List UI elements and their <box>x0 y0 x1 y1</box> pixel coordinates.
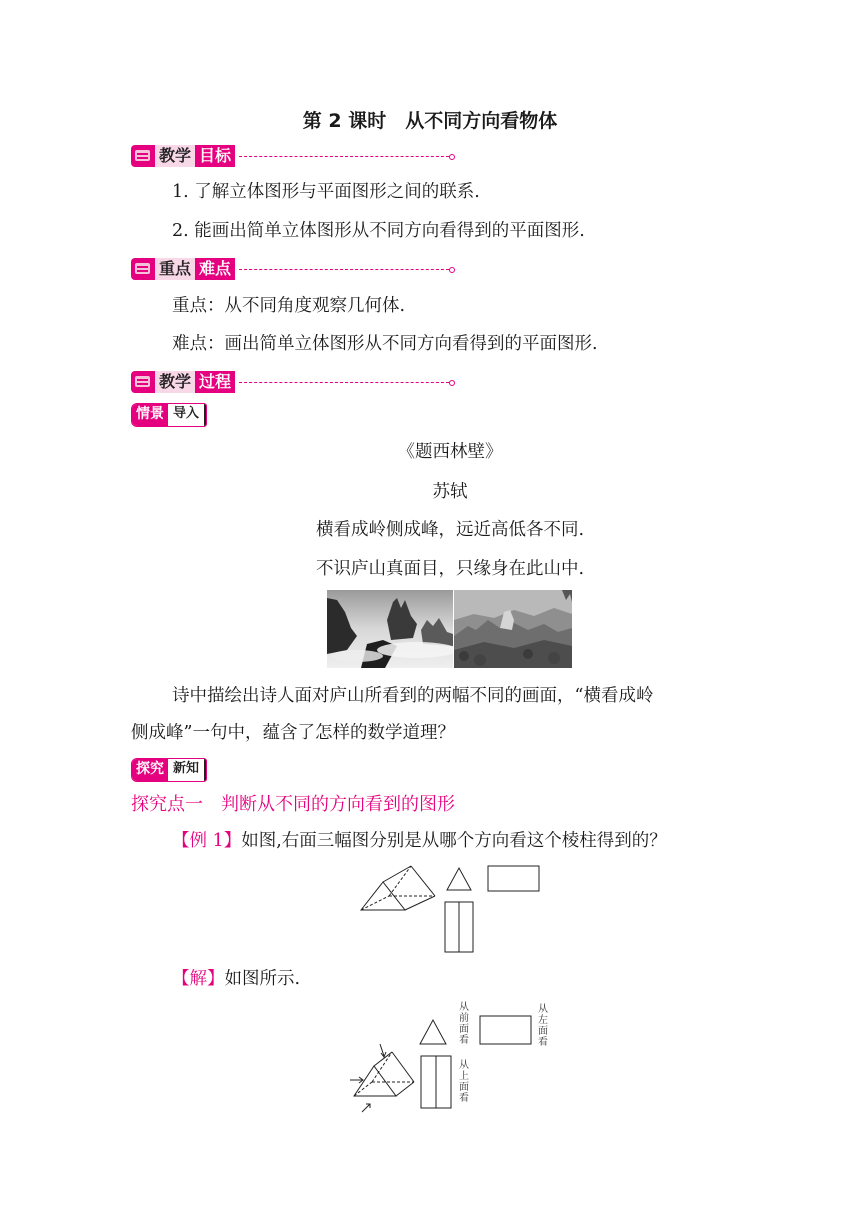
left-view-rectangle <box>488 866 539 891</box>
section-label-b: 过程 <box>195 371 235 393</box>
example-1 <box>172 830 667 852</box>
view-label-top: 从上面看 <box>459 1060 469 1104</box>
section-label-a: 教学 <box>155 145 195 167</box>
front-view-triangle <box>447 868 471 890</box>
mountain-photo-ridge <box>327 590 453 668</box>
section-header-keys <box>131 256 449 282</box>
solution-text: 如图所示. <box>224 969 301 989</box>
section-divider <box>239 156 449 157</box>
book-icon <box>131 145 155 167</box>
solution <box>172 968 300 990</box>
view-label-front: 从前面看 <box>459 1002 469 1046</box>
view-label-left: 从左面看 <box>538 1004 548 1048</box>
mountain-photo-peaks <box>454 590 572 668</box>
poem-line: 不识庐山真面目，只缘身在此山中. <box>315 559 585 579</box>
example-text: 如图,右面三幅图分别是从哪个方向看这个棱柱得到的？ <box>241 831 667 851</box>
example-mark: 【例 1】 <box>172 831 242 851</box>
tag-explore-b: 新知 <box>168 759 206 781</box>
poem-author: 苏轼 <box>432 482 468 502</box>
question-text: 侧成峰”一句中，蕴含了怎样的数学道理？ <box>131 723 455 743</box>
book-icon <box>131 371 155 393</box>
poem-line: 横看成岭侧成峰，远近高低各不同. <box>315 520 585 540</box>
explore-heading: 探究点一 判断从不同的方向看到的图形 <box>131 794 455 815</box>
book-icon <box>131 258 155 280</box>
section-divider <box>239 269 449 270</box>
section-header-goals <box>131 143 449 169</box>
goal-item: 1. 了解立体图形与平面图形之间的联系. <box>172 182 480 202</box>
page-title: 第 2 课时 从不同方向看物体 <box>302 110 558 132</box>
goal-item: 2. 能画出简单立体图形从不同方向看得到的平面图形. <box>172 221 585 241</box>
key-point: 重点：从不同角度观察几何体. <box>172 296 406 316</box>
prism-with-arrows <box>350 1044 414 1112</box>
question-text: 诗中描绘出诗人面对庐山所看到的两幅不同的画面，“横看成岭 <box>172 686 654 706</box>
tag-explore <box>131 758 207 782</box>
section-label-b: 目标 <box>195 145 235 167</box>
solution-figure <box>340 1000 570 1118</box>
tag-intro-a: 情景 <box>132 404 168 426</box>
section-divider <box>239 382 449 383</box>
prism-drawing <box>361 866 435 910</box>
example-figure <box>355 862 545 958</box>
section-label-a: 重点 <box>155 258 195 280</box>
difficult-point: 难点：画出简单立体图形从不同方向看得到的平面图形. <box>172 334 598 354</box>
poem-title: 《题西林壁》 <box>397 442 503 462</box>
tag-intro <box>131 403 207 427</box>
left-view-rectangle <box>480 1016 531 1044</box>
section-label-b: 难点 <box>195 258 235 280</box>
tag-intro-b: 导入 <box>168 404 206 426</box>
section-header-process <box>131 369 449 395</box>
tag-explore-a: 探究 <box>132 759 168 781</box>
front-view-triangle <box>420 1020 446 1044</box>
section-label-a: 教学 <box>155 371 195 393</box>
solution-mark: 【解】 <box>172 969 225 989</box>
